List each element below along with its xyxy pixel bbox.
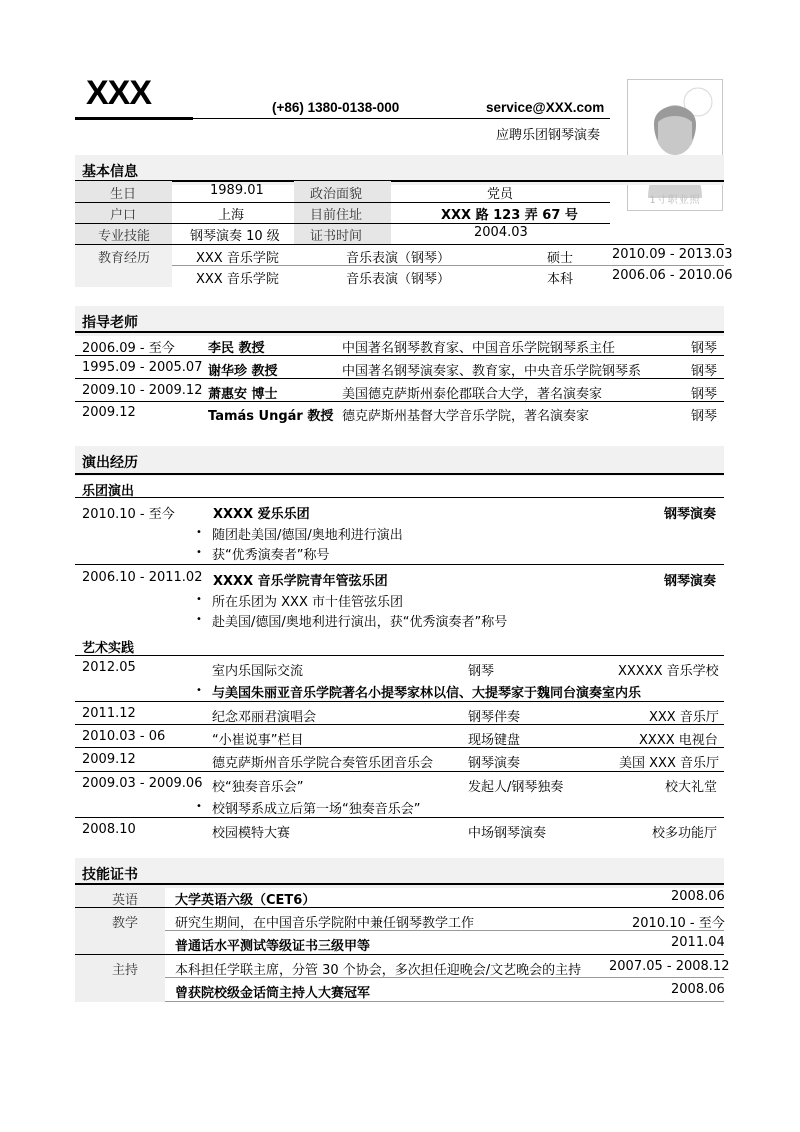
section-rule-teachers xyxy=(75,331,724,333)
art-period: 2009.03 - 2009.06 xyxy=(82,776,203,791)
phone-number: (+86) 1380-0138-000 xyxy=(272,100,400,115)
teacher-name: 李民 教授 xyxy=(208,341,265,356)
section-title-performance: 演出经历 xyxy=(82,455,138,471)
skill-date: 2011.04 xyxy=(671,935,725,950)
band-role: 钢琴演奏 xyxy=(664,507,717,522)
edu-degree: 硕士 xyxy=(547,251,574,266)
art-role: 中场钢琴演奏 xyxy=(468,826,547,841)
cert-time-value: 2004.03 xyxy=(474,225,528,240)
art-event: 德克萨斯州音乐学院合奏管乐团音乐会 xyxy=(212,756,434,771)
art-role: 现场键盘 xyxy=(468,733,521,748)
skill-item: 普通话水平测试等级证书三级甲等 xyxy=(175,939,371,954)
subsection-rule-bands xyxy=(75,497,724,498)
art-venue: 校多功能厅 xyxy=(652,826,718,841)
art-venue: XXX 音乐厅 xyxy=(649,710,719,725)
section-title-basic: 基本信息 xyxy=(82,164,138,180)
art-event: “小崔说事”栏目 xyxy=(212,733,304,748)
photo-caption: 1寸职业照 xyxy=(649,195,701,206)
section-rule-basic xyxy=(75,180,724,182)
edu-period: 2010.09 - 2013.03 xyxy=(612,247,733,262)
teacher-instrument: 钢琴 xyxy=(691,387,718,402)
teacher-desc: 美国德克萨斯州泰伦郡联合大学，著名演奏家 xyxy=(342,387,603,402)
art-period: 2008.10 xyxy=(82,822,136,837)
teacher-period: 2006.09 - 至今 xyxy=(82,341,175,356)
band-period: 2010.10 - 至今 xyxy=(82,507,175,522)
subsection-rule-arts xyxy=(75,655,724,656)
teacher-instrument: 钢琴 xyxy=(691,341,718,356)
address-value: XXX 路 123 弄 67 号 xyxy=(441,208,578,223)
art-event: 纪念邓丽君演唱会 xyxy=(212,710,317,725)
skill-category: 教学 xyxy=(112,916,139,931)
art-role: 钢琴伴奏 xyxy=(468,710,521,725)
art-role: 发起人/钢琴独奏 xyxy=(468,780,564,795)
cert-time-label: 证书时间 xyxy=(310,229,363,244)
skill-date: 2007.05 - 2008.12 xyxy=(609,959,730,974)
skill-category: 英语 xyxy=(112,893,139,908)
teacher-desc: 中国著名钢琴演奏家、教育家，中央音乐学院钢琴系 xyxy=(342,364,642,379)
edu-school: XXX 音乐学院 xyxy=(196,272,279,287)
edu-period: 2006.06 - 2010.06 xyxy=(612,268,733,283)
skill-item: 大学英语六级（CET6） xyxy=(175,893,316,908)
education-label: 教育经历 xyxy=(98,251,151,266)
birth-label: 生日 xyxy=(110,187,137,202)
band-bullet: 获“优秀演奏者”称号 xyxy=(212,548,330,563)
art-role: 钢琴 xyxy=(468,664,495,679)
section-rule-performance xyxy=(75,473,724,475)
skill-item: 本科担任学联主席，分管 30 个协会，多次担任迎晚会/文艺晚会的主持 xyxy=(175,963,582,978)
resume-name: XXX xyxy=(86,74,152,112)
edu-degree: 本科 xyxy=(547,272,574,287)
section-title-teachers: 指导老师 xyxy=(82,315,138,331)
skill-item: 研究生期间，在中国音乐学院附中兼任钢琴教学工作 xyxy=(175,916,475,931)
birth-value: 1989.01 xyxy=(210,183,264,198)
section-bar-performance xyxy=(75,446,724,476)
politic-value: 党员 xyxy=(487,187,514,202)
skill-date: 2010.10 - 至今 xyxy=(632,916,725,931)
band-bullet: 赴美国/德国/奥地利进行演出，获“优秀演奏者”称号 xyxy=(212,615,508,630)
band-bullet: 所在乐团为 XXX 市十佳管弦乐团 xyxy=(212,595,403,610)
art-event: 室内乐国际交流 xyxy=(212,664,304,679)
teacher-instrument: 钢琴 xyxy=(691,364,718,379)
art-note: 与美国朱丽亚音乐学院著名小提琴家林以信、大提琴家于魏同台演奏室内乐 xyxy=(212,686,642,701)
skill-category: 主持 xyxy=(112,963,139,978)
art-venue: XXXX 电视台 xyxy=(639,733,718,748)
band-org: XXXX 音乐学院青年管弦乐团 xyxy=(213,574,388,589)
address-label: 目前住址 xyxy=(310,208,363,223)
header-thick-rule xyxy=(75,117,193,120)
subsection-title-bands: 乐团演出 xyxy=(82,484,135,499)
skill-date: 2008.06 xyxy=(671,889,725,904)
art-venue: 美国 XXX 音乐厅 xyxy=(619,756,719,771)
subsection-title-arts: 艺术实践 xyxy=(82,641,135,656)
art-period: 2011.12 xyxy=(82,706,136,721)
art-period: 2012.05 xyxy=(82,660,136,675)
skill-date: 2008.06 xyxy=(671,982,725,997)
teacher-name: Tamás Ungár 教授 xyxy=(208,409,334,424)
art-period: 2009.12 xyxy=(82,752,136,767)
teacher-period: 2009.10 - 2009.12 xyxy=(82,383,203,398)
email-address: service@XXX.com xyxy=(486,100,605,115)
teacher-period: 1995.09 - 2005.07 xyxy=(82,360,203,375)
teacher-period: 2009.12 xyxy=(82,405,136,420)
skill-value: 钢琴演奏 10 级 xyxy=(190,229,280,244)
id-photo xyxy=(627,79,723,211)
teacher-desc: 中国著名钢琴教育家、中国音乐学院钢琴系主任 xyxy=(342,341,616,356)
edu-major: 音乐表演（钢琴） xyxy=(346,272,451,287)
teacher-instrument: 钢琴 xyxy=(691,409,718,424)
section-rule-skills xyxy=(75,883,724,885)
art-event: 校园模特大赛 xyxy=(212,826,291,841)
art-venue: 校大礼堂 xyxy=(665,780,718,795)
edu-major: 音乐表演（钢琴） xyxy=(346,251,451,266)
band-role: 钢琴演奏 xyxy=(664,574,717,589)
band-org: XXXX 爱乐乐团 xyxy=(213,507,310,522)
skill-label: 专业技能 xyxy=(98,229,151,244)
section-title-skills: 技能证书 xyxy=(82,867,138,883)
band-period: 2006.10 - 2011.02 xyxy=(82,570,203,585)
art-role: 钢琴演奏 xyxy=(468,756,521,771)
job-objective: 应聘乐团钢琴演奏 xyxy=(496,128,601,143)
skill-item: 曾获院校级金话筒主持人大赛冠军 xyxy=(175,986,371,1001)
art-event: 校“独奏音乐会” xyxy=(212,780,304,795)
art-note: 校钢琴系成立后第一场“独奏音乐会” xyxy=(212,802,421,817)
art-venue: XXXXX 音乐学校 xyxy=(618,664,719,679)
teacher-name: 萧惠安 博士 xyxy=(208,387,278,402)
band-bullet: 随团赴美国/德国/奥地利进行演出 xyxy=(212,528,403,543)
edu-school: XXX 音乐学院 xyxy=(196,251,279,266)
art-period: 2010.03 - 06 xyxy=(82,729,166,744)
teacher-name: 谢华珍 教授 xyxy=(208,364,278,379)
teacher-desc: 德克萨斯州基督大学音乐学院，著名演奏家 xyxy=(342,409,590,424)
hukou-value: 上海 xyxy=(218,208,245,223)
politic-label: 政治面貌 xyxy=(310,187,363,202)
header-thin-rule xyxy=(193,118,610,119)
hukou-label: 户口 xyxy=(110,208,137,223)
